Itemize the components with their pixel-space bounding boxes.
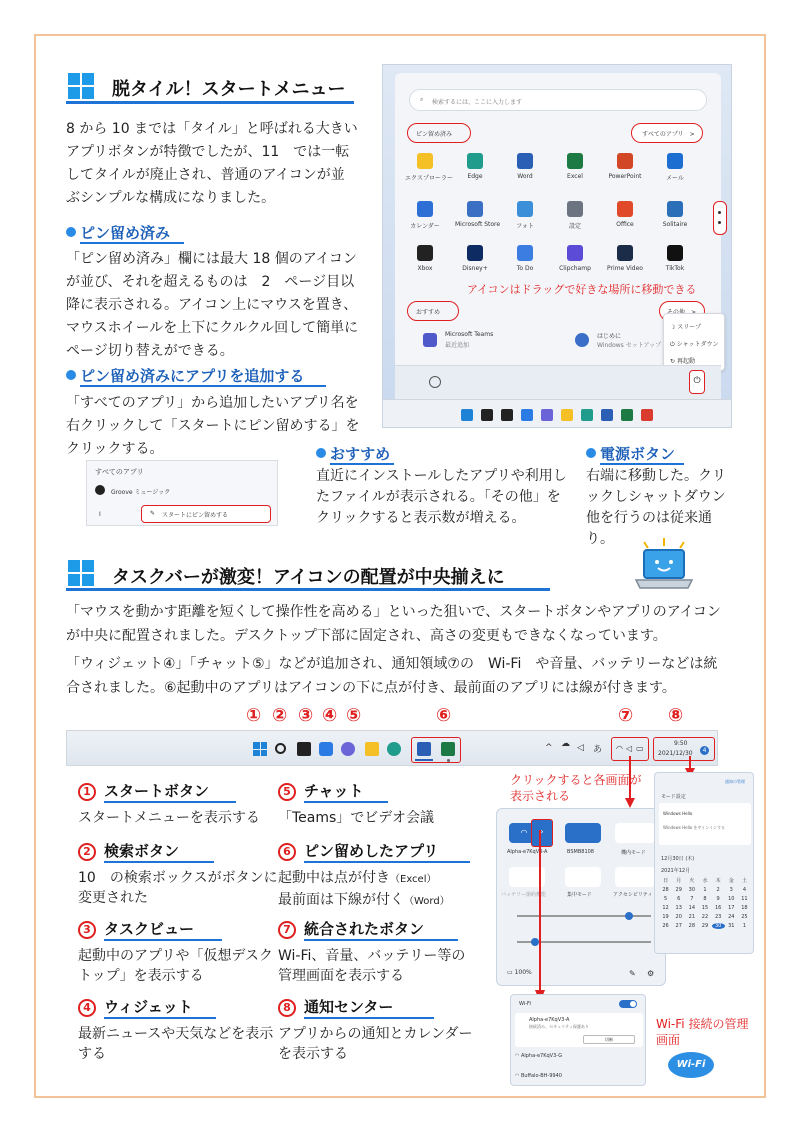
edge-icon[interactable] <box>387 742 401 756</box>
app-icon <box>617 153 633 169</box>
focus-tile[interactable] <box>565 867 601 887</box>
callout-number: ⑧ <box>668 705 684 726</box>
pinned-app[interactable] <box>655 153 695 182</box>
app-icon <box>467 201 483 217</box>
addpin-screenshot <box>86 460 278 526</box>
drag-note: アイコンはドラッグで好きな場所に移動できる <box>467 283 697 296</box>
app-label: Microsoft Store <box>455 221 501 228</box>
feature-underline <box>104 801 236 803</box>
power-menu-item-restart[interactable]: ↻ 再起動 <box>670 358 695 365</box>
feature-number: 8 <box>278 999 296 1017</box>
app-icon <box>417 153 433 169</box>
feature-underline <box>304 939 458 941</box>
feature-underline <box>104 1017 216 1019</box>
calendar-day[interactable]: 12 <box>662 905 669 911</box>
callout-number: ② <box>272 705 288 726</box>
pinned-app[interactable] <box>605 201 645 228</box>
power-heading-underline <box>600 463 684 465</box>
section1-title-underline <box>66 101 354 104</box>
excel-dot <box>447 759 450 762</box>
calendar-day[interactable]: 8 <box>703 896 707 902</box>
wifi-expand-button[interactable]: › <box>531 819 553 847</box>
calendar-day[interactable]: 18 <box>741 905 748 911</box>
section2-title: タスクバーが激変！アイコンの配置が中央揃えに <box>112 567 505 588</box>
app-label: Disney+ <box>462 265 488 272</box>
pin-to-start-menu-item[interactable]: ✎ スタートにピン留めする <box>141 505 271 523</box>
calendar-day[interactable]: 26 <box>662 923 669 929</box>
calendar-day[interactable]: 30 <box>712 923 725 929</box>
teams-icon <box>423 333 437 347</box>
calendar-day[interactable]: 4 <box>742 887 747 893</box>
settings-gear-icon[interactable]: ⚙ <box>647 969 655 978</box>
calendar-weekday: 火 <box>689 878 695 884</box>
wifi-network-item[interactable]: ◠ Buffalo-BH-9940 <box>515 1073 562 1079</box>
chevron-up-icon[interactable]: ^ <box>545 743 553 753</box>
app-label: フォト <box>516 223 534 230</box>
section2-p2: 「ウィジェット④」「チャット⑤」などが追加され、通知領域⑦の Wi-Fi や音量、バッテリーなどは統合されました。⑥起動中のアプリはアイコンの下に点が付き、最前面のアプリには線が付きます。 <box>66 656 718 696</box>
calendar-day[interactable]: 14 <box>688 905 696 911</box>
app-icon <box>617 201 633 217</box>
pinned-app[interactable] <box>505 201 545 230</box>
calendar-day[interactable]: 11 <box>741 896 748 902</box>
calendar-day[interactable]: 5 <box>663 896 668 902</box>
start-footer <box>395 365 721 399</box>
app-label: Prime Video <box>607 265 643 272</box>
wifi-tile[interactable]: ◠ <box>509 823 539 843</box>
battery-level: ▭ 100% <box>507 969 532 976</box>
calendar-day[interactable]: 7 <box>690 896 694 902</box>
feature-underline <box>304 1017 434 1019</box>
app-icon <box>617 245 633 261</box>
word-icon[interactable] <box>417 742 431 756</box>
app-icon <box>417 201 433 217</box>
recommend-heading: おすすめ <box>316 443 390 464</box>
pinned-app[interactable] <box>605 245 645 272</box>
app-label: Solitaire <box>662 221 688 228</box>
app-label: TikTok <box>665 265 685 272</box>
pinned-app[interactable] <box>655 201 695 228</box>
wifi-title: Wi-Fi <box>519 1001 531 1007</box>
power-button-icon[interactable]: ⏻ <box>689 370 705 394</box>
bullet-icon <box>66 370 76 380</box>
power-menu-item-sleep[interactable]: ☽ スリープ <box>670 324 701 331</box>
bluetooth-tile[interactable] <box>565 823 601 843</box>
calendar-day[interactable]: 24 <box>728 914 735 920</box>
calendar-day[interactable]: 1 <box>742 923 747 929</box>
pinned-label: ピン留め済み <box>407 123 471 143</box>
calendar-day[interactable]: 6 <box>677 896 681 902</box>
feature-body: スタートメニューを表示する <box>78 810 260 826</box>
app-icon <box>567 153 583 169</box>
app-label: 設定 <box>568 223 581 230</box>
app-icon <box>467 245 483 261</box>
feature-body: Wi-Fi、音量、バッテリー等の管理画面を表示する <box>278 948 466 984</box>
taskbar-app-icon[interactable] <box>581 409 593 421</box>
click-note: クリックすると各画面が表示される <box>510 773 642 803</box>
calendar-day[interactable]: 31 <box>728 923 735 929</box>
calendar-day[interactable]: 13 <box>675 905 682 911</box>
feature-number: 6 <box>278 843 296 861</box>
user-avatar-icon[interactable] <box>429 376 441 388</box>
tray-time: 9:50 <box>674 740 688 747</box>
groove-app-label: Groove ミュージック <box>111 489 171 496</box>
pinned-app[interactable] <box>555 153 595 180</box>
taskbar-app-icon[interactable] <box>561 409 573 421</box>
calendar-day[interactable]: 19 <box>662 914 669 920</box>
app-label: Xbox <box>417 265 433 272</box>
letter-index: I <box>99 511 101 518</box>
windows-logo-icon <box>68 73 94 99</box>
section2-p1: 「マウスを動かす距離を短くして操作性を高める」といった狙いで、スタートボタンやアプリのアイコンが中央に配置されました。デスクトップ下部に固定され、高さの変更もできなくなっています。 <box>66 604 721 644</box>
calendar-day[interactable]: 27 <box>675 923 682 929</box>
feature-body: 「Teams」でビデオ会議 <box>278 810 435 826</box>
volume-icon: ◁ <box>626 744 633 753</box>
rec-item-sub: 最近追加 <box>445 342 470 349</box>
app-label: エクスプローラー <box>405 175 453 182</box>
calendar-day[interactable]: 3 <box>729 887 733 893</box>
taskbar-app-icon[interactable] <box>461 409 473 421</box>
power-menu <box>663 313 725 371</box>
taskbar-app-icon[interactable] <box>621 409 633 421</box>
wifi-icon: ◠ <box>616 744 623 753</box>
callout-number: ⑦ <box>618 705 634 726</box>
groove-icon <box>95 485 105 495</box>
pinned-app[interactable] <box>555 245 595 272</box>
network-drive-icon: ☁ <box>561 739 570 749</box>
wifi-network-item[interactable]: ◠ Alpha-e7KqV3-G <box>515 1053 563 1059</box>
search-icon: ⌕ <box>420 96 424 103</box>
send-icon: ◁ <box>577 743 584 753</box>
disconnect-button[interactable]: 切断 <box>583 1035 635 1044</box>
pinned-app[interactable] <box>405 201 445 230</box>
search-button-icon[interactable] <box>275 743 286 754</box>
rec-item-title: はじめに <box>597 333 622 340</box>
feature-underline <box>104 861 214 863</box>
start-search-input[interactable]: ⌕ 検索するには、ここに入力します <box>409 89 707 111</box>
pinned-app[interactable] <box>655 245 695 272</box>
wifi-logo: Wi-Fi <box>668 1052 714 1078</box>
calendar-day[interactable]: 23 <box>714 914 722 920</box>
pinned-app[interactable] <box>405 153 453 182</box>
quick-settings-screenshot: ◠ › Alpha-e7KqV3-A BSMB8108 機内モード バッテリー節約機能 集中モード アクセシビリティ ▭ 100% ✎ ⚙ <box>496 808 666 986</box>
section2-title-underline <box>66 588 550 591</box>
calendar-weekday: 金 <box>728 878 734 884</box>
app-label: Clipchamp <box>559 265 591 272</box>
calendar-day[interactable]: 30 <box>688 887 696 893</box>
addpin-heading: ピン留め済みにアプリを追加する <box>66 365 304 386</box>
feature-title: 1 スタートボタン <box>78 780 209 801</box>
callout-number: ① <box>246 705 262 726</box>
taskbar-app-icon[interactable] <box>641 409 653 421</box>
widgets-icon[interactable] <box>319 742 333 756</box>
feature-underline <box>104 939 222 941</box>
app-label: Excel <box>567 173 583 180</box>
ime-indicator[interactable]: あ <box>593 745 603 755</box>
feature-title: 5 チャット <box>278 780 364 801</box>
bullet-icon <box>66 227 76 237</box>
rec-item-title: Microsoft Teams <box>445 331 494 338</box>
tray-date: 2021/12/30 <box>658 750 693 757</box>
power-heading: 電源ボタン <box>586 443 675 464</box>
app-icon <box>517 201 533 217</box>
battery-icon: ▭ <box>636 744 644 753</box>
section1-intro: 8 から 10 までは「タイル」と呼ばれる大きいアプリボタンが特徴でしたが、11 では一転してタイルが廃止され、普通のアイコンが並ぶシンプルな構成になりました。 <box>66 121 358 206</box>
power-menu-item-shutdown[interactable]: ⏻ シャットダウン <box>670 341 719 348</box>
start-button-icon[interactable] <box>253 742 267 756</box>
accessibility-tile[interactable] <box>615 867 655 887</box>
app-label: カレンダー <box>410 223 440 230</box>
app-icon <box>467 153 483 169</box>
calendar-day[interactable]: 15 <box>701 905 709 911</box>
notification-center-screenshot: 通知の管理 モード設定 Windows Hello Windows Hello をサインインする 12月30日 (木) 2021年12月 日 月 火 水 木 金 土 28 29 30 1 2 3 4 5 6 7 8 9 10 11 12 13 14 15 16 17 18 19 20 21 22 23 24 25 26 27 28 29 30 31 1 <box>654 772 754 954</box>
pinned-app[interactable] <box>405 245 445 272</box>
bullet-icon <box>316 448 326 458</box>
start-taskbar <box>383 399 732 428</box>
app-label: Word <box>517 173 533 180</box>
feature-number: 3 <box>78 921 96 939</box>
app-icon <box>417 245 433 261</box>
pinned-app[interactable] <box>455 245 495 272</box>
bullet-icon <box>586 448 596 458</box>
start-menu-screenshot <box>382 64 732 428</box>
app-label: Edge <box>467 173 483 180</box>
taskbar-app-icon[interactable] <box>521 409 533 421</box>
windows-logo-icon <box>68 560 94 586</box>
feature-body: アプリからの通知とカレンダーを表示する <box>278 1026 473 1062</box>
rec-item-sub: Windows セットアップ <box>597 342 662 349</box>
app-label: Office <box>616 221 634 228</box>
pinned-app[interactable] <box>455 153 495 180</box>
recommend-body: 直近にインストールしたアプリや利用したファイルが表示される。「その他」をクリックすると表示数が増える。 <box>316 468 567 526</box>
taskbar-app-icon[interactable] <box>541 409 553 421</box>
app-label: PowerPoint <box>608 173 642 180</box>
app-icon <box>667 201 683 217</box>
app-icon <box>667 153 683 169</box>
calendar-weekday: 月 <box>676 878 682 884</box>
pinned-app[interactable] <box>505 153 545 180</box>
recommend-heading-underline <box>330 463 394 465</box>
callout-number: ③ <box>298 705 314 726</box>
calendar-grid <box>659 877 751 929</box>
app-icon <box>667 245 683 261</box>
app-icon <box>517 245 533 261</box>
pinned-heading: ピン留め済み <box>66 222 170 243</box>
calendar-day[interactable]: 16 <box>714 905 722 911</box>
feature-underline <box>304 801 388 803</box>
get-started-icon <box>575 333 589 347</box>
calendar-day[interactable]: 1 <box>703 887 707 893</box>
all-apps-header: すべてのアプリ <box>95 468 144 476</box>
feature-title: 2 検索ボタン <box>78 840 179 861</box>
calendar-weekday: 水 <box>702 878 708 884</box>
notification-card[interactable]: Windows Hello Windows Hello をサインインする <box>659 803 751 845</box>
feature-body: 起動中は点が付き（Excel） 最前面は下線が付く（Word） <box>278 870 450 908</box>
calendar-day[interactable]: 25 <box>741 914 748 920</box>
calendar-day[interactable]: 29 <box>675 887 682 893</box>
feature-number: 1 <box>78 783 96 801</box>
calendar-day[interactable]: 21 <box>688 914 696 920</box>
calendar-day[interactable]: 28 <box>688 923 696 929</box>
feature-title: 8 通知センター <box>278 996 393 1017</box>
pinned-app[interactable] <box>555 201 595 230</box>
calendar-day[interactable]: 17 <box>728 905 735 911</box>
pinned-heading-underline <box>80 242 184 244</box>
calendar-day[interactable]: 9 <box>716 896 720 902</box>
feature-number: 4 <box>78 999 96 1017</box>
app-label: To Do <box>516 265 534 272</box>
callout-number: ④ <box>322 705 338 726</box>
feature-body: 10 の検索ボックスがボタンに変更された <box>78 870 278 906</box>
taskbar-app-icon[interactable] <box>481 409 493 421</box>
taskbar-app-icon[interactable] <box>501 409 513 421</box>
feature-title: 6 ピン留めしたアプリ <box>278 840 438 861</box>
calendar-weekday: 木 <box>715 878 721 884</box>
pin-icon: ✎ <box>150 510 156 517</box>
pinned-body: 「ピン留め済み」欄には最大 18 個のアイコンが並び、それを超えるものは 2 ページ目以降に表示される。アイコン上にマウスを置き、マウスホイールを上下にクルクル回して簡単にページ切り替えができる。 <box>66 251 359 359</box>
calendar-day[interactable]: 2 <box>716 887 720 893</box>
feature-underline <box>304 861 470 863</box>
power-body: 右端に移動した。クリックしシャットダウン他を行うのは従来通り。 <box>586 468 726 547</box>
feature-number: 2 <box>78 843 96 861</box>
app-icon <box>567 245 583 261</box>
callout-number: ⑥ <box>436 705 452 726</box>
task-view-icon[interactable] <box>297 742 311 756</box>
chat-icon[interactable] <box>341 742 355 756</box>
wifi-panel-screenshot <box>510 994 646 1086</box>
recommend-label: おすすめ <box>407 301 459 321</box>
airplane-tile[interactable] <box>615 823 655 843</box>
taskbar-app-icon[interactable] <box>601 409 613 421</box>
word-underline <box>415 759 433 761</box>
feature-title: 3 タスクビュー <box>78 918 194 939</box>
wifi-toggle[interactable] <box>619 1000 637 1008</box>
explorer-icon[interactable] <box>365 742 379 756</box>
calendar-weekday: 日 <box>663 878 669 884</box>
edit-icon[interactable]: ✎ <box>629 969 636 978</box>
start-menu-panel <box>395 73 721 399</box>
calendar-weekday: 土 <box>741 878 747 884</box>
all-apps-button[interactable]: すべてのアプリ > <box>631 123 703 143</box>
feature-body: 最新ニュースや天気などを表示する <box>78 1026 274 1062</box>
addpin-heading-underline <box>80 385 326 387</box>
feature-title: 7 統合されたボタン <box>278 918 424 939</box>
notification-badge: 4 <box>700 746 709 755</box>
wifi-network-connected[interactable]: Alpha-e7KqV3-A 接続済み、セキュリティ保護あり 切断 <box>515 1013 643 1047</box>
excel-icon[interactable] <box>441 742 455 756</box>
wifi-panel-arrow <box>530 830 550 1008</box>
wifi-note: Wi-Fi 接続の管理画面 <box>656 1017 749 1047</box>
pinned-app[interactable] <box>455 201 501 228</box>
pinned-app[interactable] <box>605 153 645 180</box>
app-label: メール <box>666 175 684 182</box>
feature-body: 起動中のアプリや「仮想デスクトップ」を表示する <box>78 948 273 984</box>
section1-title: 脱タイル！スタートメニュー <box>112 79 346 100</box>
page-dots-indicator[interactable] <box>713 201 727 235</box>
calendar-day[interactable]: 28 <box>662 887 669 893</box>
calendar-day[interactable]: 20 <box>675 914 682 920</box>
feature-title: 4 ウィジェット <box>78 996 193 1017</box>
pinned-app[interactable] <box>505 245 545 272</box>
calendar-day[interactable]: 22 <box>701 914 709 920</box>
calendar-day[interactable]: 29 <box>701 923 709 929</box>
feature-number: 5 <box>278 783 296 801</box>
feature-number: 7 <box>278 921 296 939</box>
app-icon <box>517 153 533 169</box>
laptop-mascot-icon <box>632 538 696 594</box>
calendar-day[interactable]: 10 <box>728 896 735 902</box>
app-icon <box>567 201 583 217</box>
callout-number: ⑤ <box>346 705 362 726</box>
addpin-body: 「すべてのアプリ」から追加したいアプリ名を右クリックして「スタートにピン留めする」をクリックする。 <box>66 395 360 457</box>
